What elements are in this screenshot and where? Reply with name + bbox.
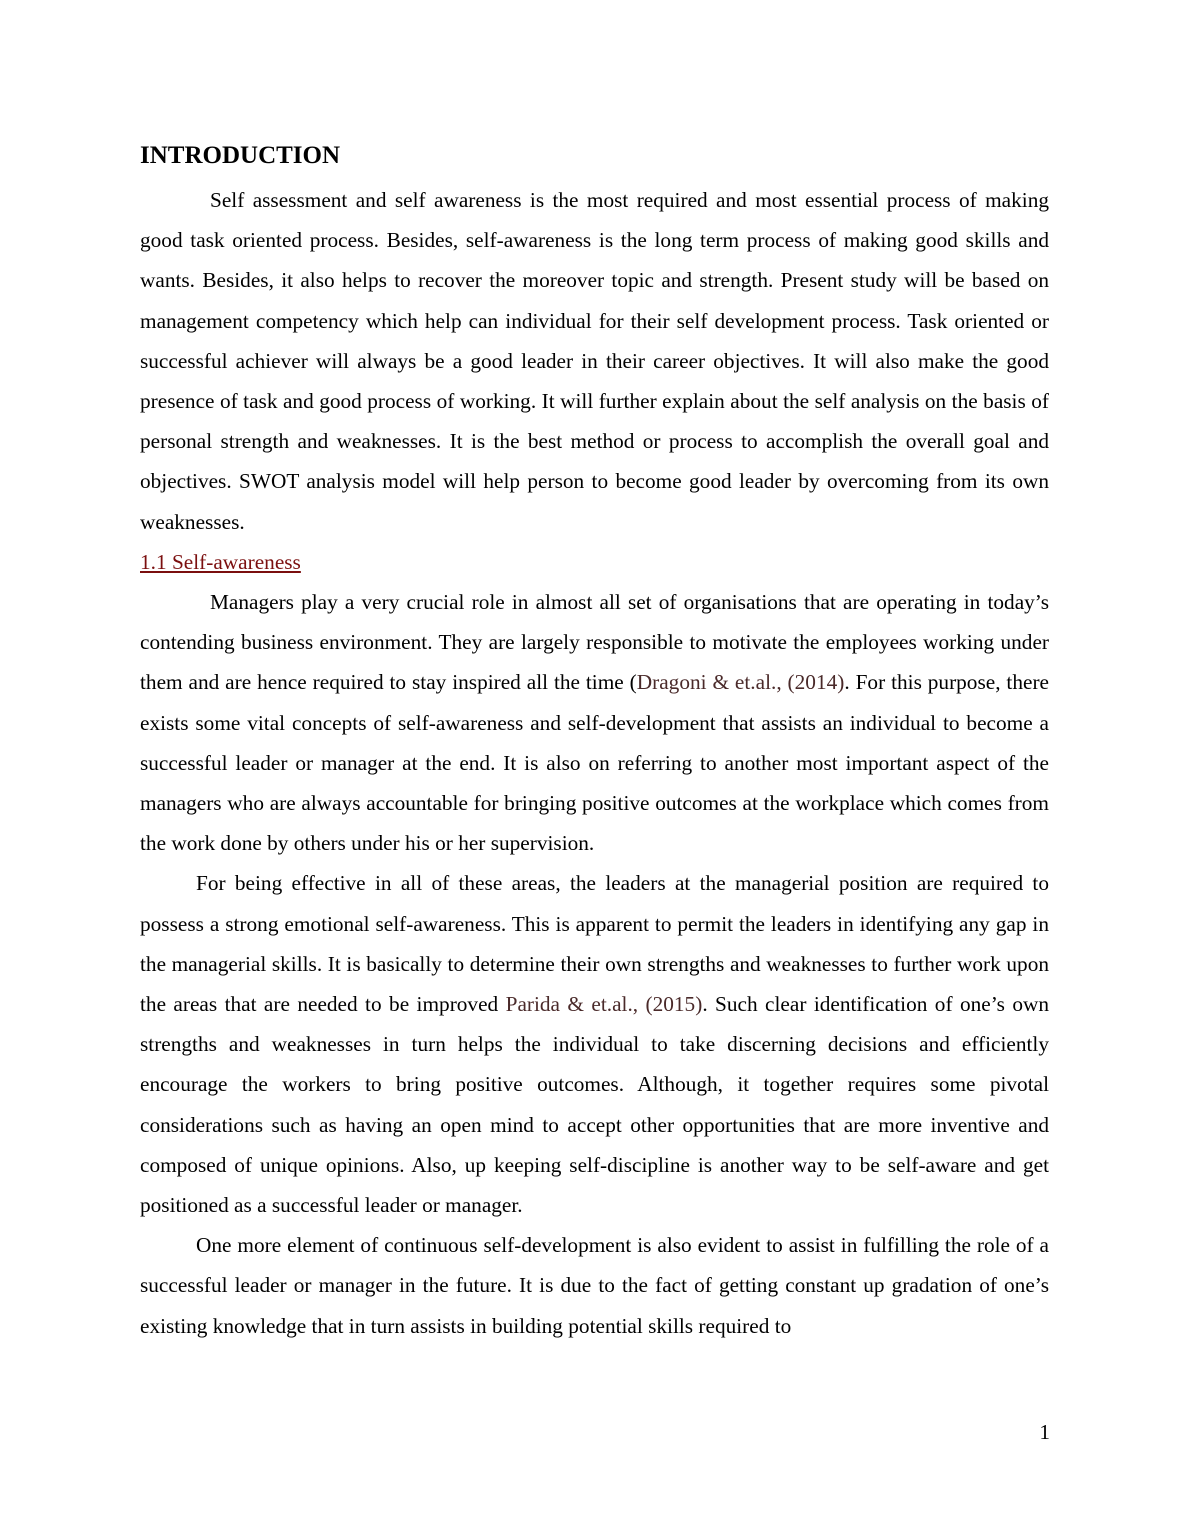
paragraph-self-development: One more element of continuous self-development is also evident to assist in fulfilling the role of a successful leader or manager in the future. It is due to the fact of getting constant up gradation of one’s existing knowledge that in turn assists in building potential skills required to xyxy=(140,1233,1049,1338)
intro-paragraph: Self assessment and self awareness is the most required and most essential process of making good task oriented process. Besides, self-awareness is the long term process of making good skills and wants. Besides, it also helps to recover the moreover topic and strength. Present study will be based on management competency which help can individual for their self development process. Task oriented or successful achiever will always be a good leader in their career objectives. It will also make the good presence of task and good process of working. It will further explain about the self analysis on the basis of personal strength and weaknesses. It is the best method or process to accomplish the overall goal and objectives. SWOT analysis model will help person to become good leader by overcoming from its own weaknesses. xyxy=(140,188,1049,534)
paragraph-text: . Such clear identification of one’s own strengths and weaknesses in turn helps the individual to take discerning decisions and efficiently encourage the workers to bring positive outcomes. Although, it together requires some pivotal considerations such as having an open mind to accept other opportunities that are more inventive and composed of unique opinions. Also, up keeping self-discipline is another way to be self-aware and get positioned as a successful leader or manager. xyxy=(140,992,1049,1218)
citation-parida: Parida & et.al., (2015) xyxy=(505,992,703,1017)
page-number: 1 xyxy=(1039,1420,1050,1444)
paragraph-text: For being effective in all of these areas, the leaders at the managerial position are required to possess a strong emotional self-awareness. This is apparent to permit the leaders in identifying any gap in the managerial skills. It is basically to determine their own strengths and weaknesses to further work upon the areas that are needed to be improved xyxy=(140,871,1049,1017)
document-page xyxy=(140,140,1049,1346)
citation-dragoni: Dragoni & et.al., (2014) xyxy=(636,670,845,695)
section-heading-self-awareness[interactable]: 1.1 Self-awareness xyxy=(140,549,301,574)
paragraph-effective-leaders xyxy=(140,863,1049,1225)
paragraph-text: Managers play a very crucial role in almost all set of organisations that are operating in today’s contending business environment. They are largely responsible to motivate the employees working under them and are hence required to stay inspired all the time ( xyxy=(140,590,1049,695)
paragraph-text: . For this purpose, there exists some vital concepts of self-awareness and self-development that assists an individual to become a successful leader or manager at the end. It is also on referring to another most important aspect of the managers who are always accountable for bringing positive outcomes at the workplace which comes from the work done by others under his or her supervision. xyxy=(140,670,1049,856)
paragraph-managers-role xyxy=(140,582,1049,863)
page-title: INTRODUCTION xyxy=(140,142,341,169)
